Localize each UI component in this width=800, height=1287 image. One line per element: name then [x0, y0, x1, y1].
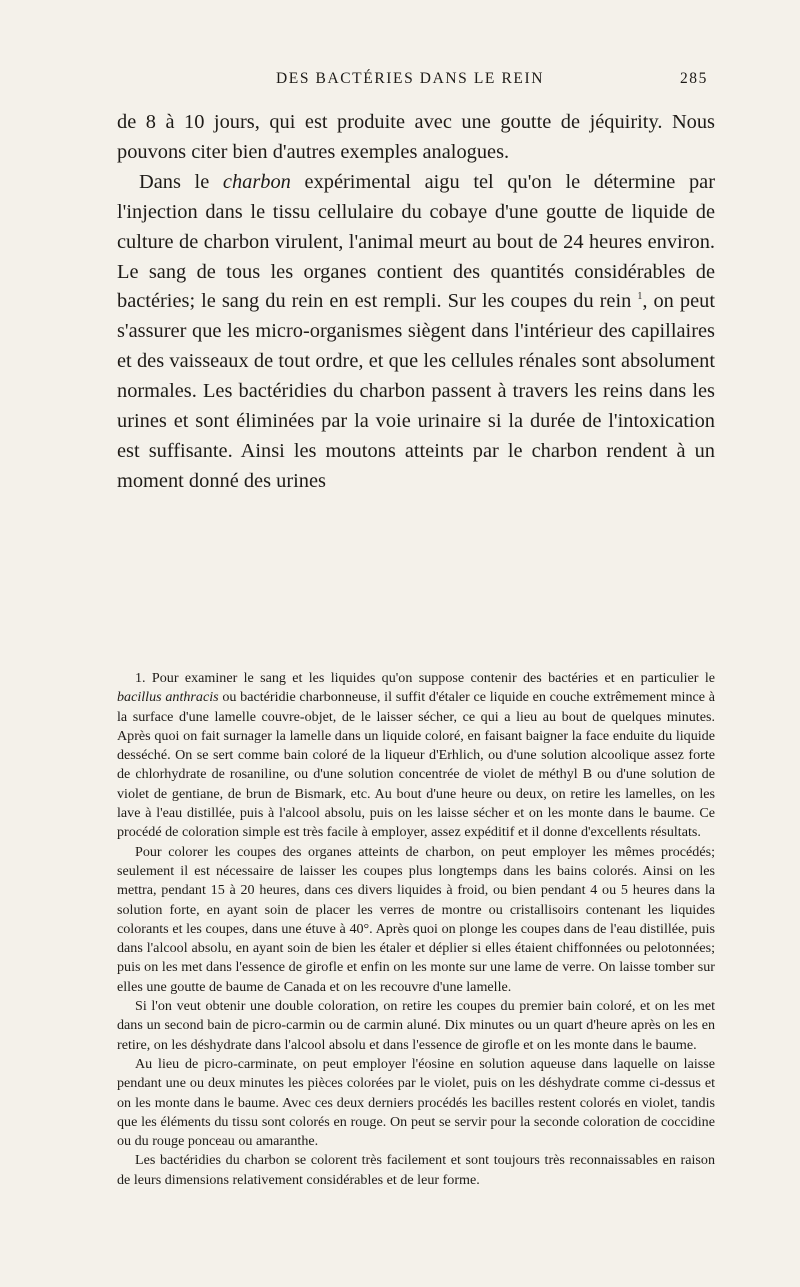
italic-term: bacillus anthracis [117, 689, 219, 706]
footnote-paragraph: Si l'on veut obtenir une double coloration, on retire les coupes du premier bain coloré, et on les met dans un second bain de picro-carmin ou de carmin aluné. Dix minutes ou un quart d'heure après on les en retire, on les déshydrate dans l'alcool absolu et dans l'essence de girofle et on les monte dans le baume. [117, 998, 715, 1053]
footnote-reference: 1 [637, 291, 643, 303]
footnote-paragraph: Au lieu de picro-carminate, on peut employer l'éosine en solution aqueuse dans laquelle on laisse pendant une ou deux minutes les pièces colorées par le violet, puis on les déshydrate comme ci-dessus et on les monte dans le baume. Avec ces deux derniers procédés les bacilles restent colorés en violet, tandis que les éléments du tissu sont colorés en rouge. On peut se servir pour la seconde coloration de coccidine ou du rouge ponceau ou amaranthe. [117, 1055, 715, 1150]
footnotes [117, 669, 715, 1190]
footnote-paragraph: Pour colorer les coupes des organes atteints de charbon, on peut employer les mêmes procédés; seulement il est nécessaire de laisser les coupes plus longtemps dans les bains colorés. Ainsi on les mettra, pendant 15 à 20 heures, dans ces divers liquides à froid, ou bien pendant 4 ou 5 heures dans la solution forte, en ayant soin de placer les verres de montre ou cristallisoirs contenant les liquides colorants et les coupes, dans une étuve à 40°. Après quoi on plonge les coupes dans de l'eau distillée, puis dans l'alcool absolu, en ayant soin de bien les étaler et déplier si elles étaient chiffonnées ou pelotonnées; puis on les met dans l'essence de girofle et enfin on les monte sur une lame de verre. On laisse tomber sur elles une goutte de baume de Canada et on les recouvre d'une lamelle. [117, 843, 715, 995]
running-header [112, 70, 708, 94]
main-text [117, 108, 715, 497]
paragraph-continuation: de 8 à 10 jours, qui est produite avec une goutte de jéquirity. Nous pouvons citer bien d'autres exemples analogues. [117, 111, 715, 163]
text-run: expérimental aigu tel qu'on le détermine par l'injection dans le tissu cellulaire du cobaye d'une goutte de liquide de culture de charbon virulent, l'animal meurt au bout de 24 heures environ. Le sang de tous les organes contient des quantités considérables de bactéries; le sang du rein en est rempli. Sur les coupes du rein [117, 170, 715, 313]
italic-term: charbon [222, 170, 291, 193]
text-run: Dans le [139, 170, 223, 193]
text-run: , on peut s'assurer que les micro-organismes siègent dans l'intérieur des capillaires et des vaisseaux de tout ordre, et que les cellules rénales sont absolument normales. Les bactéridies du charbon passent à travers les reins dans les urines et sont éliminées par la voie urinaire si la durée de l'intoxication est suffisante. Ainsi les moutons atteints par le charbon rendent à un moment donné des urines [117, 290, 715, 492]
text-run: ou bactéridie charbonneuse, il suffit d'étaler ce liquide en couche extrêmement mince à la surface d'une lamelle couvre-objet, de le laisser sécher, ce qui a lieu au bout de quelques minutes. Après quoi on fait surnager la lamelle dans un liquide coloré, en faisant baigner la face enduite du liquide desséché. On se sert comme bain coloré de la liqueur d'Erhlich, ou d'une solution alcoolique assez forte de chlorhydrate de rosaniline, ou d'une solution concentrée de violet de méthyl B ou d'une solution de violet de gentiane, de brun de Bismark, etc. Au bout d'une heure ou deux, on retire les lamelles, on les lave à l'eau distillée, puis à l'alcool absolu, puis on les laisse sécher et on les monte dans le baume. Ce procédé de coloration simple est très facile à employer, assez expéditif et il donne d'excellents résultats. [117, 689, 715, 841]
page-number: 285 [679, 70, 708, 87]
footnote-paragraph: Les bactéridies du charbon se colorent très facilement et sont toujours très reconnaissables en raison de leurs dimensions relativement considérables et de leur forme. [117, 1152, 715, 1188]
text-run: 1. Pour examiner le sang et les liquides qu'on suppose contenir des bactéries et en particulier le [135, 670, 715, 686]
footnote-1 [117, 669, 715, 843]
running-title: DES BACTÉRIES DANS LE REIN [275, 70, 545, 87]
paragraph-charbon [117, 168, 715, 497]
